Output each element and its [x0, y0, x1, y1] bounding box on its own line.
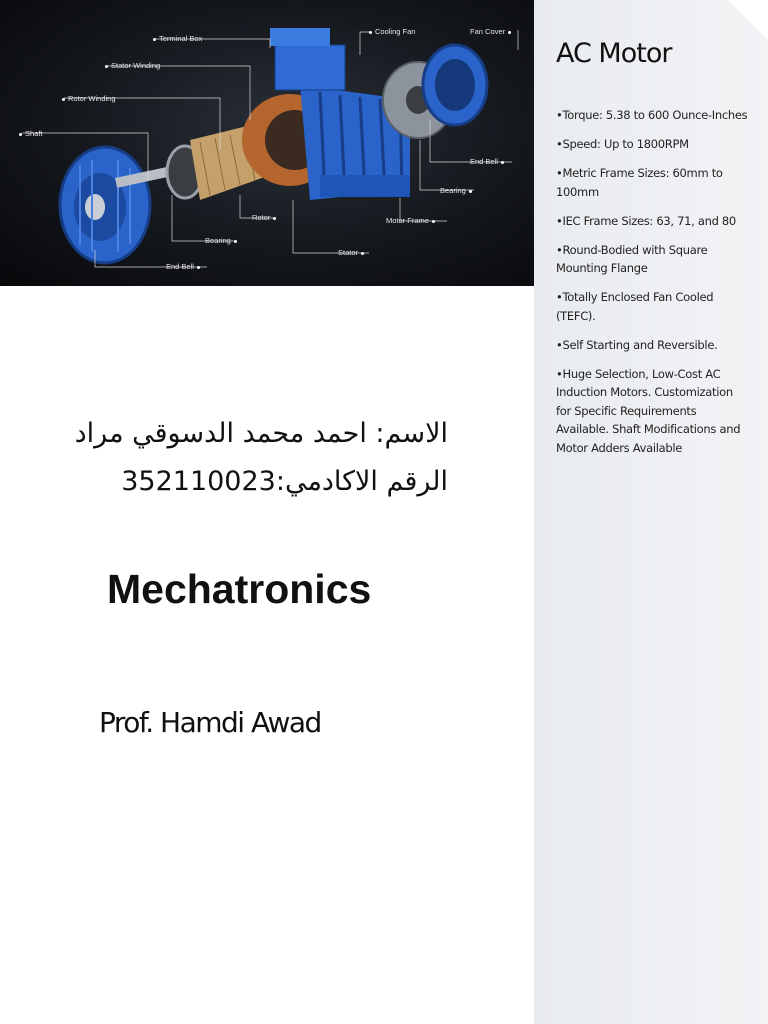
callout-bearing-right: Bearing [440, 186, 475, 195]
feature-item: •Metric Frame Sizes: 60mm to 100mm [556, 166, 723, 199]
feature-item: •Speed: Up to 1800RPM [556, 137, 689, 151]
callout-shaft: Shaft [16, 129, 43, 138]
callout-bearing-left: Bearing [205, 236, 240, 245]
callout-rotor-winding: Rotor Winding [59, 94, 116, 103]
callout-motor-frame: Motor Frame [386, 216, 438, 225]
callout-cooling-fan: Cooling Fan [366, 27, 415, 36]
feature-item: •Round-Bodied with Square Mounting Flange [556, 242, 708, 275]
motor-exploded-view-image [0, 0, 534, 286]
callout-terminal-box: Terminal Box [150, 34, 202, 43]
feature-item: •Torque: 5.38 to 600 Ounce-Inches [556, 108, 748, 122]
motor-illustration [0, 0, 534, 286]
feature-item: •Totally Enclosed Fan Cooled (TEFC). [556, 290, 714, 323]
student-academic-id: الرقم الاكادمي:352110023 [121, 466, 448, 497]
page-fold-corner [728, 0, 768, 40]
feature-item: •IEC Frame Sizes: 63, 71, and 80 [556, 213, 736, 228]
student-name: الاسم: احمد محمد الدسوقي مراد [74, 418, 448, 449]
callout-rotor: Rotor [252, 213, 279, 222]
callout-stator-winding: Stator Winding [102, 61, 160, 70]
callout-end-bell-right: End Bell [470, 157, 507, 166]
callout-stator: Stator [338, 248, 367, 257]
instructor-name: Prof. Hamdi Awad [99, 706, 321, 739]
feature-list [556, 106, 748, 468]
course-title: Mechatronics [107, 566, 372, 612]
sidebar-title: AC Motor [556, 38, 672, 69]
feature-item: •Huge Selection, Low-Cost AC Induction Motors. Customization for Specific Requirements Available. Shaft Modifications and Motor Adders Available [556, 366, 741, 455]
callout-fan-cover: Fan Cover [470, 27, 514, 36]
feature-item: •Self Starting and Reversible. [556, 337, 718, 352]
callout-end-bell-left: End Bell [166, 262, 203, 271]
